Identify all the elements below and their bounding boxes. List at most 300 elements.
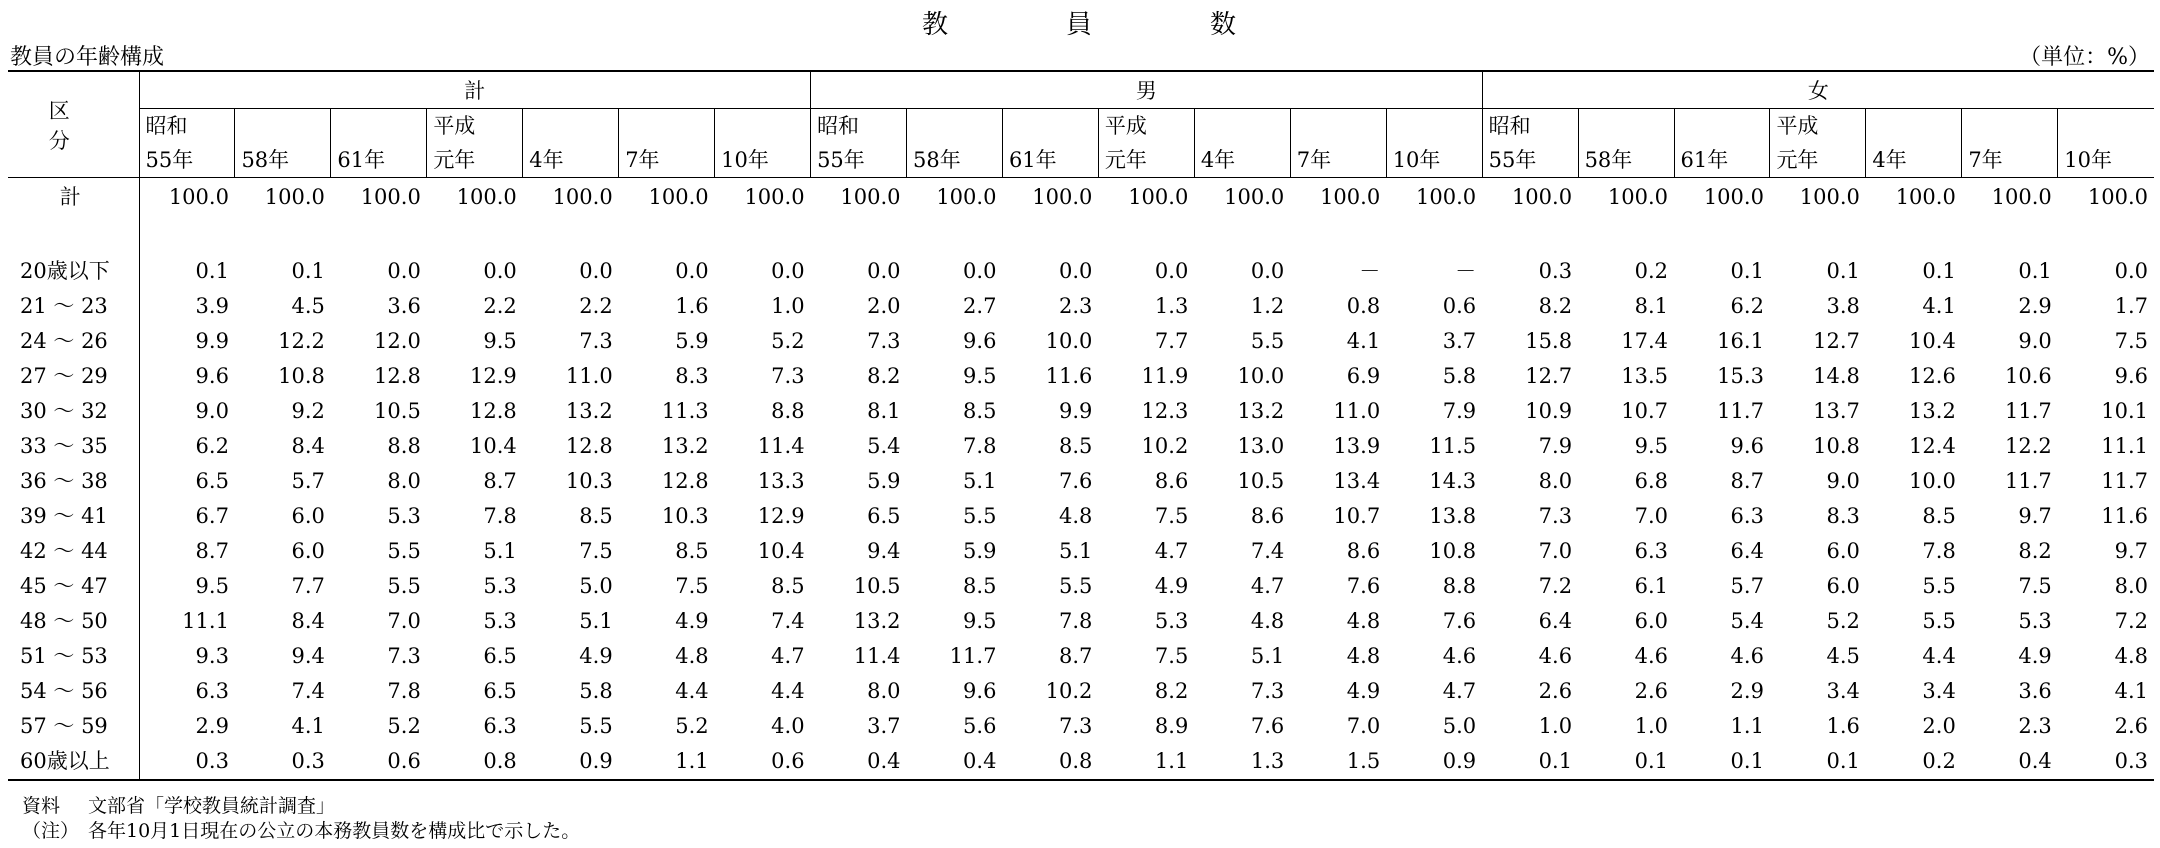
value-cell: 8.3 [1826,504,1860,528]
year-era [241,109,330,143]
value-cell: 7.6 [1346,574,1381,598]
row-label: 20歳以下 [8,254,139,289]
value-cell: 12.9 [757,504,805,528]
value-cell: 3.6 [2018,679,2052,703]
value-cell: 0.4 [811,744,907,780]
value-cell: 10.5 [374,399,421,423]
value-cell: 6.3 [483,714,517,738]
year-era [1201,109,1290,143]
value-cell: 1.6 [1826,714,1860,738]
value-cell: 7.3 [1250,679,1285,703]
value-cell: 100.0 [456,184,517,209]
year-label: 7年 [1296,148,1332,172]
value-cell: 5.1 [483,539,517,563]
row-label: 48 ～ 50 [8,604,139,639]
value-cell: 13.4 [1333,469,1381,493]
value-cell: 5.5 [1250,329,1285,353]
value-cell: 7.5 [1154,504,1189,528]
value-cell: 6.0 [291,539,325,563]
year-label: 55年 [1488,148,1537,172]
year-header [1194,109,1290,178]
value-cell: 9.5 [1634,434,1668,458]
value-cell: 3.6 [387,294,421,318]
note-text: 各年10月1日現在の公立の本務教員数を構成比で示した。 [88,820,581,842]
value-cell: 1.1 [1098,744,1194,780]
value-cell: 12.8 [374,364,421,388]
value-cell: 9.4 [867,539,901,563]
value-cell: 7.0 [387,609,421,633]
value-cell: 5.5 [579,714,613,738]
value-cell: 5.1 [1058,539,1093,563]
table-subtitle: 教員の年齢構成 [10,45,165,70]
value-cell: 0.1 [291,259,325,283]
value-cell: 13.7 [1813,399,1860,423]
value-cell: 100.0 [744,184,805,209]
year-label: 4年 [1872,148,1907,172]
value-cell: 7.6 [1442,609,1477,633]
value-cell: 7.4 [291,679,325,703]
value-cell: 9.0 [195,399,229,423]
value-cell: 6.5 [195,469,229,493]
value-cell: 0.4 [907,744,1003,780]
value-cell: 3.4 [1826,679,1860,703]
value-cell: 5.9 [867,469,901,493]
value-cell: 4.9 [1154,574,1189,598]
group-header: 女 [1482,71,2154,109]
value-cell: 15.8 [1525,329,1573,353]
year-era [1009,109,1098,143]
value-cell: 12.8 [661,469,709,493]
year-label: 元年 [433,148,476,172]
value-cell: 7.5 [1154,644,1189,668]
value-cell: 7.8 [1058,609,1093,633]
value-cell: 12.2 [2004,434,2052,458]
value-cell: 6.1 [1634,574,1668,598]
title-char: 教 [921,10,950,40]
value-cell: 10.6 [2004,364,2052,388]
value-cell: 4.5 [291,294,325,318]
year-header [1098,109,1194,178]
value-cell: 8.0 [387,469,421,493]
value-cell: 5.5 [387,539,421,563]
value-cell: 8.4 [291,434,325,458]
value-cell: 8.5 [675,539,709,563]
value-cell: 10.8 [1429,539,1477,563]
year-header [715,109,811,178]
value-cell: 4.6 [1538,644,1573,668]
value-cell: 6.0 [1826,574,1860,598]
value-cell: 10.3 [661,504,709,528]
value-cell: 7.3 [387,644,421,668]
value-cell: 6.5 [483,679,517,703]
year-header [427,109,523,178]
value-cell: 7.5 [579,539,613,563]
value-cell: 11.7 [2004,469,2052,493]
value-cell: 11.1 [2101,434,2148,458]
value-cell: 4.8 [1250,609,1285,633]
row-label: 42 ～ 44 [8,534,139,569]
value-cell: 2.6 [1634,679,1668,703]
value-cell: 7.7 [1154,329,1189,353]
value-cell: 10.9 [1525,399,1573,423]
table-row [8,604,2154,639]
year-header [1674,109,1770,178]
value-cell: 14.3 [1429,469,1477,493]
value-cell: 8.6 [1346,539,1381,563]
value-cell: 8.6 [1154,469,1189,493]
value-cell: 11.7 [2004,399,2052,423]
page-title [0,4,2160,41]
value-cell: 0.0 [963,259,997,283]
value-cell: 10.5 [853,574,901,598]
value-cell: 2.2 [483,294,517,318]
value-cell: 8.2 [2018,539,2052,563]
value-cell: 100.0 [1224,184,1285,209]
value-cell: 4.1 [1346,329,1381,353]
value-cell: 0.4 [1962,744,2058,780]
year-header [139,109,235,178]
value-cell: 100.0 [1416,184,1477,209]
spacer-row [8,216,2154,254]
value-cell: 5.3 [387,504,421,528]
value-cell: 9.6 [1730,434,1764,458]
value-cell: 7.5 [2114,329,2148,353]
value-cell: 12.0 [374,329,421,353]
table-row [8,324,2154,359]
year-header [1482,109,1578,178]
value-cell: 1.0 [1538,714,1573,738]
value-cell: 6.4 [1538,609,1573,633]
row-label: 51 ～ 53 [8,639,139,674]
value-cell: 100.0 [1895,184,1956,209]
value-cell: 2.6 [1538,679,1573,703]
value-cell: 9.0 [1826,469,1860,493]
value-cell: 7.0 [1538,539,1573,563]
value-cell: 8.5 [771,574,805,598]
value-cell: 0.3 [235,744,331,780]
value-cell: 0.9 [1386,744,1482,780]
year-header [1290,109,1386,178]
table-row [8,499,2154,534]
year-era: 昭和 [817,114,860,138]
value-cell: 8.8 [771,399,805,423]
value-cell: 3.8 [1826,294,1860,318]
footnotes [22,794,580,844]
value-cell: 8.2 [1538,294,1573,318]
value-cell: 0.0 [1154,259,1189,283]
value-cell: 8.2 [1154,679,1189,703]
value-cell: 6.9 [1346,364,1381,388]
value-cell: 11.0 [1333,399,1381,423]
value-cell: 6.3 [1730,504,1764,528]
value-cell: － [1359,259,1381,283]
value-cell: 0.6 [715,744,811,780]
value-cell: 1.0 [771,294,805,318]
value-cell: 4.4 [771,679,805,703]
year-header [1962,109,2058,178]
value-cell: 4.0 [771,714,805,738]
value-cell: 10.4 [757,539,805,563]
row-label: 57 ～ 59 [8,709,139,744]
value-cell: 7.3 [771,364,805,388]
value-cell: 8.2 [867,364,901,388]
value-cell: 0.1 [2018,259,2052,283]
year-label: 61年 [337,148,386,172]
value-cell: 5.3 [483,574,517,598]
value-cell: 4.8 [675,644,709,668]
value-cell: 0.6 [1442,294,1477,318]
table-row [8,254,2154,289]
year-era [529,109,618,143]
year-label: 4年 [529,148,564,172]
value-cell: 2.7 [963,294,997,318]
value-cell: 11.5 [1429,434,1477,458]
table-row [8,674,2154,709]
value-cell: 8.5 [963,574,997,598]
value-cell: 9.3 [195,644,229,668]
year-era: 昭和 [1488,114,1531,138]
value-cell: 12.3 [1141,399,1189,423]
value-cell: 5.1 [579,609,613,633]
value-cell: 2.9 [2018,294,2052,318]
value-cell: 8.5 [1922,504,1956,528]
value-cell: 100.0 [1032,184,1093,209]
value-cell: 10.1 [2101,399,2148,423]
value-cell: 9.6 [195,364,229,388]
value-cell: 0.1 [1826,259,1860,283]
year-era: 昭和 [145,114,188,138]
value-cell: 5.9 [963,539,997,563]
value-cell: 1.1 [1730,714,1764,738]
value-cell: 6.2 [195,434,229,458]
row-label: 54 ～ 56 [8,674,139,709]
value-cell: 5.7 [1730,574,1764,598]
value-cell: 9.0 [2018,329,2052,353]
table-row [8,569,2154,604]
value-cell: 4.7 [1250,574,1285,598]
table-row [8,744,2154,780]
value-cell: 5.1 [963,469,997,493]
value-cell: 6.5 [483,644,517,668]
value-cell: 9.6 [963,679,997,703]
value-cell: 5.4 [867,434,901,458]
value-cell: 4.4 [1922,644,1956,668]
value-cell: 7.2 [2114,609,2148,633]
value-cell: 7.3 [579,329,613,353]
value-cell: 6.0 [1634,609,1668,633]
value-cell: 8.0 [1538,469,1573,493]
value-cell: 4.7 [1442,679,1477,703]
table-row [8,639,2154,674]
value-cell: 4.5 [1826,644,1860,668]
spacer-cell [139,216,2154,254]
value-cell: 8.6 [1250,504,1285,528]
value-cell: 4.1 [1922,294,1956,318]
value-cell: 2.9 [1730,679,1764,703]
year-label: 55年 [817,148,865,172]
value-cell: 8.7 [1058,644,1093,668]
value-cell: 4.9 [2018,644,2052,668]
value-cell: 5.5 [387,574,421,598]
value-cell: 4.9 [675,609,709,633]
value-cell: 2.3 [1058,294,1093,318]
value-cell: 9.4 [291,644,325,668]
value-cell: 11.7 [1717,399,1764,423]
value-cell: 5.0 [579,574,613,598]
year-label: 元年 [1776,148,1819,172]
value-cell: 3.9 [195,294,229,318]
value-cell: 8.5 [963,399,997,423]
year-era [2064,109,2154,143]
value-cell: 0.6 [331,744,427,780]
value-cell: 10.7 [1621,399,1668,423]
value-cell: 4.7 [1154,539,1189,563]
value-cell: 10.0 [1237,364,1285,388]
value-cell: 10.8 [1813,434,1860,458]
table-row [8,178,2154,217]
group-header: 男 [811,71,1483,109]
value-cell: 0.0 [771,259,805,283]
value-cell: 0.3 [139,744,235,780]
value-cell: 10.5 [1237,469,1285,493]
value-cell: 1.0 [1634,714,1668,738]
value-cell: 5.5 [1922,609,1956,633]
value-cell: 8.3 [675,364,709,388]
year-label: 7年 [1968,148,2003,172]
remark-note [22,819,580,844]
value-cell: 2.0 [1922,714,1956,738]
value-cell: 7.4 [771,609,805,633]
value-cell: 6.0 [291,504,325,528]
value-cell: 100.0 [840,184,901,209]
unit-label: （単位：%） [2019,45,2150,70]
value-cell: 1.5 [1290,744,1386,780]
value-cell: 1.7 [2114,294,2148,318]
value-cell: 6.8 [1634,469,1668,493]
value-cell: 2.0 [867,294,901,318]
value-cell: 3.4 [1922,679,1956,703]
value-cell: 13.5 [1621,364,1668,388]
value-cell: 5.9 [675,329,709,353]
value-cell: 6.3 [1634,539,1668,563]
title-char: 員 [1065,10,1094,40]
value-cell: 4.4 [675,679,709,703]
value-cell: 7.3 [867,329,901,353]
value-cell: 7.5 [675,574,709,598]
year-header [523,109,619,178]
value-cell: 1.1 [619,744,715,780]
value-cell: 9.2 [291,399,325,423]
year-era [1872,109,1961,143]
value-cell: 100.0 [1128,184,1189,209]
value-cell: 9.7 [2114,539,2148,563]
value-cell: 4.6 [1442,644,1477,668]
value-cell: 100.0 [1703,184,1764,209]
year-era [625,109,714,143]
year-header [1002,109,1098,178]
value-cell: 7.3 [1058,714,1093,738]
value-cell: 100.0 [360,184,421,209]
row-label: 30 ～ 32 [8,394,139,429]
value-cell: 7.8 [963,434,997,458]
value-cell: 1.3 [1154,294,1189,318]
value-cell: 5.2 [771,329,805,353]
value-cell: 100.0 [1607,184,1668,209]
year-header [235,109,331,178]
value-cell: 14.8 [1813,364,1860,388]
value-cell: 100.0 [264,184,325,209]
value-cell: 0.0 [675,259,709,283]
value-cell: 0.8 [1002,744,1098,780]
value-cell: 5.1 [1250,644,1285,668]
value-cell: 8.0 [2114,574,2148,598]
table-row [8,289,2154,324]
year-label: 55年 [145,148,194,172]
value-cell: 8.8 [1442,574,1477,598]
value-cell: 11.6 [1045,364,1093,388]
value-cell: 0.1 [1674,744,1770,780]
value-cell: 4.8 [1346,609,1381,633]
value-cell: 5.3 [1154,609,1189,633]
value-cell: 0.0 [867,259,901,283]
year-label: 61年 [1680,148,1729,172]
row-label: 45 ～ 47 [8,569,139,604]
row-label: 21 ～ 23 [8,289,139,324]
value-cell: 5.2 [1826,609,1860,633]
value-cell: 100.0 [936,184,997,209]
value-cell: 12.8 [469,399,517,423]
title-char: 数 [1210,10,1239,40]
value-cell: 7.9 [1538,434,1573,458]
value-cell: 11.9 [1141,364,1189,388]
value-cell: 7.7 [291,574,325,598]
year-header [2058,109,2154,178]
value-cell: 100.0 [1799,184,1860,209]
value-cell: 0.0 [1250,259,1285,283]
value-cell: 7.8 [1922,539,1956,563]
value-cell: 11.1 [182,609,229,633]
value-cell: 10.8 [278,364,325,388]
row-label: 24 ～ 26 [8,324,139,359]
value-cell: 7.4 [1250,539,1285,563]
value-cell: 10.3 [565,469,613,493]
row-label: 27 ～ 29 [8,359,139,394]
value-cell: 11.7 [949,644,997,668]
value-cell: 13.2 [853,609,901,633]
value-cell: 9.7 [2018,504,2052,528]
value-cell: 1.6 [675,294,709,318]
value-cell: 0.1 [1578,744,1674,780]
value-cell: 4.7 [771,644,805,668]
value-cell: 4.8 [1058,504,1093,528]
value-cell: 15.3 [1717,364,1764,388]
value-cell: 11.0 [565,364,613,388]
value-cell: 0.3 [1538,259,1573,283]
value-cell: 4.9 [579,644,613,668]
year-era [913,109,1002,143]
value-cell: 7.2 [1538,574,1573,598]
value-cell: 2.9 [195,714,229,738]
year-era: 平成 [433,114,476,138]
value-cell: 2.6 [2114,714,2148,738]
value-cell: 11.6 [2101,504,2148,528]
value-cell: 5.5 [1058,574,1093,598]
value-cell: 0.9 [523,744,619,780]
value-cell: 6.4 [1730,539,1764,563]
value-cell: 7.0 [1634,504,1668,528]
value-cell: 13.2 [565,399,613,423]
value-cell: 8.8 [387,434,421,458]
